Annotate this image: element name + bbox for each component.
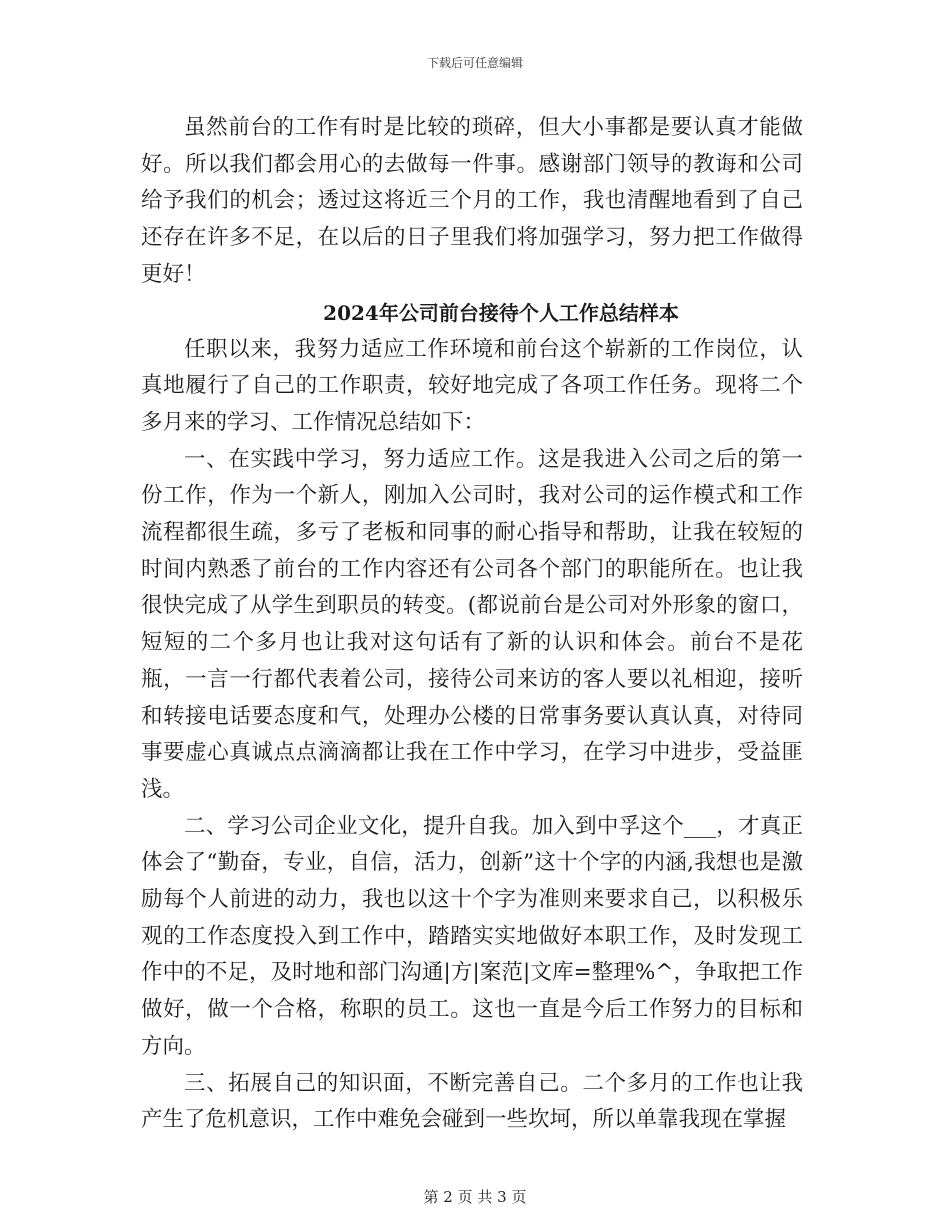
paragraph-4: 三、拓展自己的知识面，不断完善自己。二个多月的工作也让我产生了危机意识，工作中难免会碰到一些坎坷，所以单靠我现在掌握	[141, 1070, 803, 1133]
paragraph-3: 二、学习公司企业文化，提升自我。加入到中孚这个___，才真正体会了“勤奋，专业，自信，活力，创新”这十个字的内涵,我想也是激励每个人前进的动力，我也以这十个字为准则来要求自己，以积极乐观的工作态度投入到工作中，踏踏实实地做好本职工作，及时发现工作中的不足，及时地和部门沟通|方|案范|文库=整理%^，争取把工作做好，做一个合格，称职的员工。这也一直是今后工作努力的目标和方向。	[141, 813, 803, 1059]
page-header: 下载后可任意编辑	[426, 56, 523, 70]
paragraph-1: 任职以来，我努力适应工作环境和前台这个崭新的工作岗位，认真地履行了自己的工作职责，较好地完成了各项工作任务。现将二个多月来的学习、工作情况总结如下：	[141, 336, 803, 435]
page-footer: 第 2 页 共 3 页	[423, 1188, 527, 1206]
section-title: 2024年公司前台接待个人工作总结样本	[323, 300, 679, 325]
intro-paragraph: 虽然前台的工作有时是比较的琐碎，但大小事都是要认真才能做好。所以我们都会用心的去做每一件事。感谢部门领导的教诲和公司给予我们的机会；透过这将近三个月的工作，我也清醒地看到了自己还存在许多不足，在以后的日子里我们将加强学习，努力把工作做得更好！	[141, 115, 803, 287]
document-body	[141, 110, 803, 1139]
paragraph-2: 一、在实践中学习，努力适应工作。这是我进入公司之后的第一份工作，作为一个新人，刚加入公司时，我对公司的运作模式和工作流程都很生疏，多亏了老板和同事的耐心指导和帮助，让我在较短的时间内熟悉了前台的工作内容还有公司各个部门的职能所在。也让我很快完成了从学生到职员的转变。(都说前台是公司对外形象的窗口，短短的二个多月也让我对这句话有了新的认识和体会。前台不是花瓶，一言一行都代表着公司，接待公司来访的客人要以礼相迎，接听和转接电话要态度和气，处理办公楼的日常事务要认真认真，对待同事要虚心真诚点点滴滴都让我在工作中学习，在学习中进步，受益匪浅。	[141, 446, 803, 802]
